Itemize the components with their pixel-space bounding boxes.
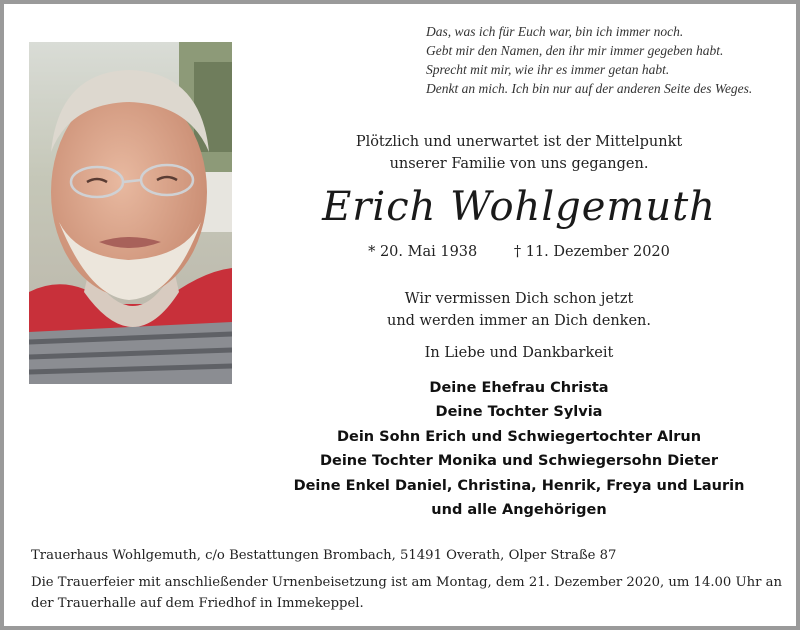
mourner-line: und alle Angehörigen xyxy=(431,502,607,519)
portrait-image xyxy=(29,42,232,384)
mourner-line: Dein Sohn Erich und Schwiegertochter Alrun xyxy=(336,428,702,445)
mourner-line: Deine Tochter Monika und Schwiegersohn Dieter xyxy=(319,453,719,470)
poem-line: Das, was ich für Euch war, bin ich immer noch. xyxy=(426,24,684,39)
remembrance-line: Wir vermissen Dich schon jetzt xyxy=(404,291,634,307)
intro-line: Plötzlich und unerwartet ist der Mittelpunkt xyxy=(355,134,683,150)
mourners-list xyxy=(244,376,794,522)
deceased-name: Erich Wohlgemuth xyxy=(322,184,716,230)
mourner-line: Deine Ehefrau Christa xyxy=(429,380,609,396)
death-date: † 11. Dezember 2020 xyxy=(513,244,670,260)
portrait-photo xyxy=(29,42,232,384)
poem-line: Sprecht mit mir, wie ihr es immer getan habt. xyxy=(426,62,670,77)
poem-line: Gebt mir den Namen, den ihr mir immer gegeben habt. xyxy=(426,43,724,58)
poem xyxy=(426,22,786,98)
intro-text xyxy=(244,131,794,175)
mourning-house-address: Trauerhaus Wohlgemuth, c/o Bestattungen Brombach, 51491 Overath, Olper Straße 87 xyxy=(31,548,617,563)
intro-line: unserer Familie von uns gegangen. xyxy=(389,156,649,172)
mourner-line: Deine Tochter Sylvia xyxy=(435,404,603,421)
life-dates xyxy=(244,244,794,260)
ceremony-info: Die Trauerfeier mit anschließender Urnenbeisetzung ist am Montag, dem 21. Dezember 2020, um 14.00 Uhr an der Trauerhalle auf dem Friedhof in Immekeppel. xyxy=(31,575,782,611)
remembrance-text xyxy=(244,288,794,332)
birth-date: * 20. Mai 1938 xyxy=(368,244,478,260)
poem-line: Denkt an mich. Ich bin nur auf der anderen Seite des Weges. xyxy=(426,81,753,96)
gratitude-line: In Liebe und Dankbarkeit xyxy=(424,345,614,361)
remembrance-line: und werden immer an Dich denken. xyxy=(386,313,651,329)
mourner-line: Deine Enkel Daniel, Christina, Henrik, Freya und Laurin xyxy=(293,477,745,494)
